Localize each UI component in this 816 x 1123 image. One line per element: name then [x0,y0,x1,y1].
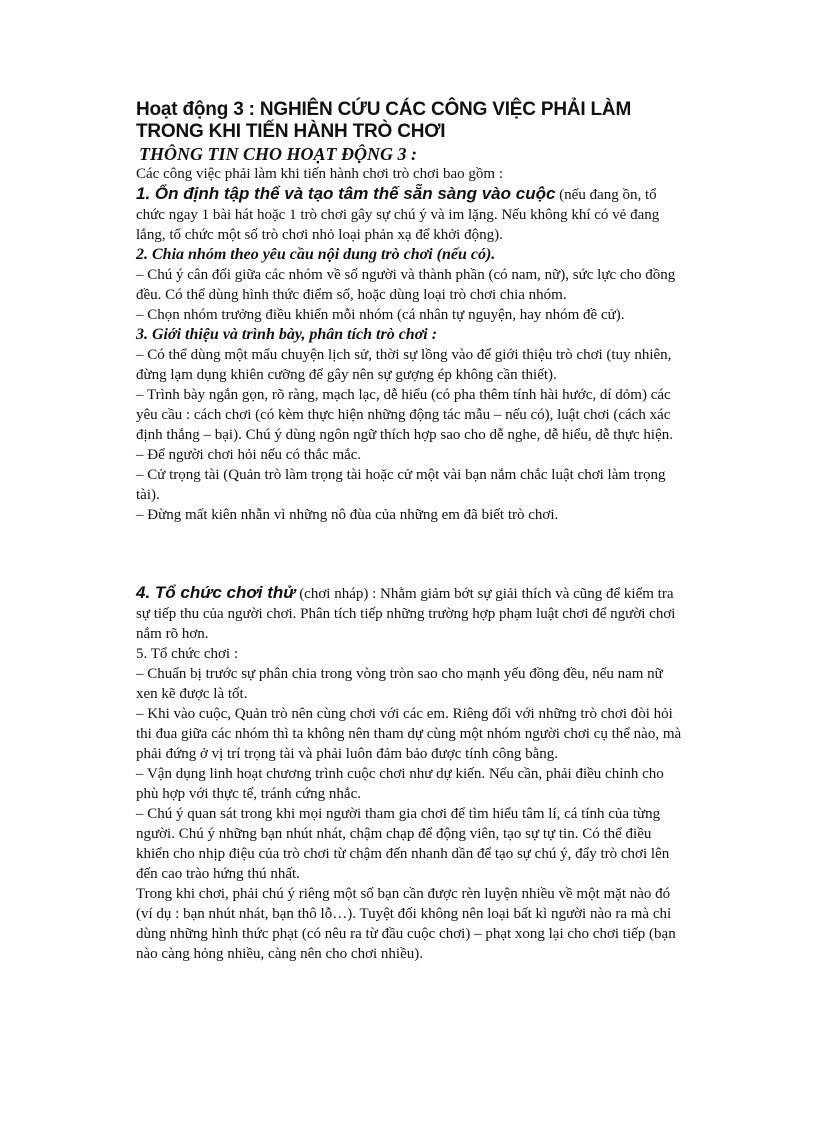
section-1-heading: 1. Ổn định tập thể và tạo tâm thế sẵn sàng vào cuộc [136,184,556,203]
section-3-item: – Cử trọng tài (Quản trò làm trọng tài hoặc cử một vài bạn nắm chắc luật chơi làm trọng tài). [136,467,666,503]
section-3-item: – Đừng mất kiên nhẫn vì những nô đùa của những em đã biết trò chơi. [136,507,559,523]
section-4-text: (chơi nháp) : Nhằm giảm bớt sự giải thích và cũng để kiểm tra sự tiếp thu của người chơi. Phân tích tiếp những trường hợp phạm luật chơi để người chơi nắm rõ hơn. [136,586,676,642]
section-5-item: – Chuẩn bị trước sự phân chia trong vòng tròn sao cho mạnh yếu đồng đều, nếu nam nữ xen kẽ được là tốt. [136,666,663,702]
section-4-paragraph [136,583,684,644]
section-5-item: – Khi vào cuộc, Quản trò nên cùng chơi với các em. Riêng đối với những trò chơi đòi hỏi thi đua giữa các nhóm thì ta không nên tham dự cùng một nhóm người chơi cụ thể nào, mà phải đứng ở vị trí trọng tài và phải luôn đảm bảo được tính công bằng. [136,706,682,762]
section-2-heading: 2. Chia nhóm theo yêu cầu nội dung trò chơi (nếu có). [136,246,496,263]
section-4-heading: 4. Tổ chức chơi thử [136,583,296,602]
section-3-item: – Có thể dùng một mẩu chuyện lịch sử, thời sự lồng vào để giới thiệu trò chơi (tuy nhiên, đừng lạm dụng khiên cưỡng để gây nên sự gượng ép không cần thiết). [136,347,672,383]
section-5-item: – Vận dụng linh hoạt chương trình cuộc chơi như dự kiến. Nếu cần, phải điều chỉnh cho phù hợp với thực tế, tránh cứng nhắc. [136,766,664,802]
section-3-heading: 3. Giới thiệu và trình bày, phân tích trò chơi : [136,326,438,343]
title-line-1: Hoạt động 3 : NGHIÊN CỨU CÁC CÔNG VIỆC PHẢI LÀM [136,99,632,120]
section-5-item: Trong khi chơi, phải chú ý riêng một số bạn cần được rèn luyện nhiều về một mặt nào đó (ví dụ : bạn nhút nhát, bạn thô lỗ…). Tuyệt đối không nên loại bất kì người nào ra mà chỉ dùng những hình thức phạt (có nêu ra từ đầu cuộc chơi) – phạt xong lại cho chơi tiếp (bạn nào càng hỏng nhiều, càng nên cho chơi nhiều). [136,886,676,962]
section-1-text: (nếu đang ồn, tổ chức ngay 1 bài hát hoặc 1 trò chơi gây sự chú ý và im lặng. Nếu không khí có vẻ đang lắng, tổ chức một số trò chơi nhỏ loại phản xạ để khởi động). [136,187,660,243]
section-gap [136,525,684,583]
info-heading: THÔNG TIN CHO HOẠT ĐỘNG 3 : [139,144,417,164]
section-5-item: – Chú ý quan sát trong khi mọi người tham gia chơi để tìm hiểu tâm lí, cá tính của từng người. Chú ý những bạn nhút nhát, chậm chạp để động viên, tạo sự tự tin. Có thể điều khiển cho nhịp điệu của trò chơi từ chậm đến nhanh dần để tạo sự chú ý, đẩy trò chơi lên đến cao trào hứng thú nhất. [136,806,670,882]
section-5-heading: 5. Tổ chức chơi : [136,646,239,662]
section-2-item: – Chú ý cân đối giữa các nhóm về số người và thành phần (có nam, nữ), sức lực cho đồng đều. Có thể dùng hình thức điểm số, hoặc dùng loại trò chơi chia nhóm. [136,267,676,303]
section-2-item: – Chọn nhóm trưởng điều khiển mỗi nhóm (cá nhân tự nguyện, hay nhóm đề cử). [136,307,625,323]
document-page [136,99,684,964]
intro-paragraph: Các công việc phải làm khi tiến hành chơi trò chơi bao gồm : [136,166,504,182]
section-1-paragraph [136,184,684,245]
title-line-2: TRONG KHI TIẾN HÀNH TRÒ CHƠI [136,121,446,142]
section-3-item: – Trình bày ngắn gọn, rõ ràng, mạch lạc, dễ hiểu (có pha thêm tính hài hước, dí dỏm) các yêu cầu : cách chơi (có kèm thực hiện những động tác mẫu – nếu có), luật chơi (cách xác định thắng – bại). Chú ý dùng ngôn ngữ thích hợp sao cho dễ nghe, dễ hiểu, dễ thực hiện. [136,387,674,443]
section-3-item: – Để người chơi hỏi nếu có thắc mắc. [136,447,362,463]
